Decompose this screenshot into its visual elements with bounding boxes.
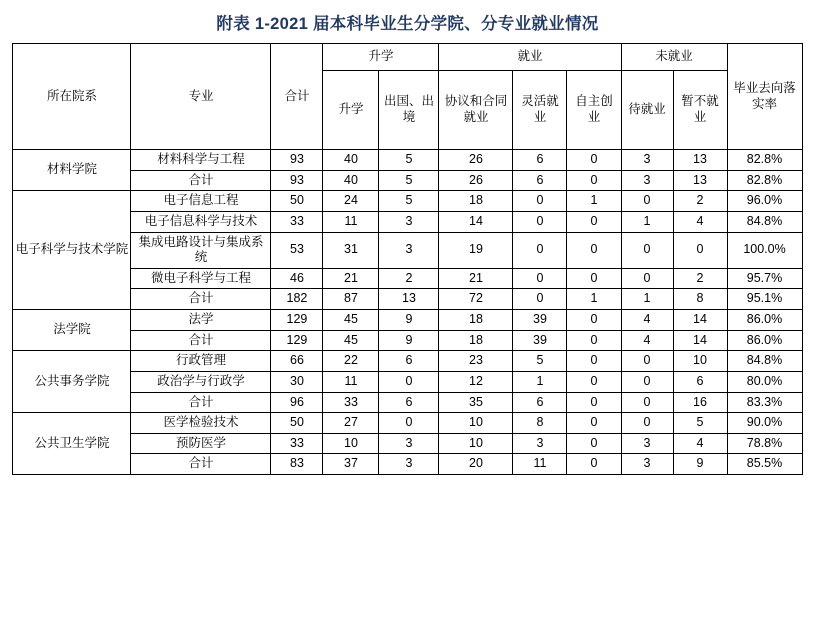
group-header-unemployed: 未就业 [621,44,727,71]
cell-flexible: 0 [513,191,567,212]
header-self-employed: 自主创业 [567,71,621,150]
cell-advance-study: 40 [323,150,379,171]
cell-not-yet: 14 [673,330,727,351]
cell-self-employed: 0 [567,268,621,289]
cell-dept: 材料学院 [13,150,131,191]
cell-major: 行政管理 [131,351,271,372]
cell-not-yet: 10 [673,351,727,372]
table-row [13,191,802,212]
cell-major: 预防医学 [131,433,271,454]
table-row [13,211,802,232]
cell-pending: 0 [621,413,673,434]
cell-rate: 84.8% [727,351,802,372]
cell-advance-study: 45 [323,330,379,351]
table-row [13,232,802,268]
cell-flexible: 0 [513,211,567,232]
cell-advance-study: 24 [323,191,379,212]
cell-abroad: 0 [379,413,439,434]
cell-self-employed: 0 [567,150,621,171]
cell-contract: 14 [439,211,513,232]
cell-flexible: 39 [513,330,567,351]
cell-self-employed: 0 [567,454,621,475]
cell-advance-study: 22 [323,351,379,372]
cell-total: 30 [271,371,323,392]
cell-major: 合计 [131,330,271,351]
cell-advance-study: 31 [323,232,379,268]
cell-dept: 公共事务学院 [13,351,131,413]
header-abroad: 出国、出境 [379,71,439,150]
cell-self-employed: 0 [567,433,621,454]
cell-major: 合计 [131,289,271,310]
cell-advance-study: 11 [323,371,379,392]
cell-flexible: 0 [513,289,567,310]
cell-flexible: 6 [513,170,567,191]
cell-rate: 82.8% [727,170,802,191]
cell-major: 政治学与行政学 [131,371,271,392]
cell-rate: 85.5% [727,454,802,475]
table-row [13,454,802,475]
table-row [13,310,802,331]
cell-rate: 96.0% [727,191,802,212]
cell-pending: 0 [621,351,673,372]
header-pending: 待就业 [621,71,673,150]
table-row [13,330,802,351]
cell-total: 33 [271,433,323,454]
cell-flexible: 0 [513,268,567,289]
cell-total: 83 [271,454,323,475]
cell-contract: 19 [439,232,513,268]
cell-self-employed: 0 [567,371,621,392]
cell-abroad: 5 [379,191,439,212]
cell-major: 电子信息工程 [131,191,271,212]
cell-abroad: 5 [379,170,439,191]
cell-not-yet: 0 [673,232,727,268]
cell-flexible: 5 [513,351,567,372]
cell-total: 53 [271,232,323,268]
cell-contract: 20 [439,454,513,475]
cell-rate: 95.7% [727,268,802,289]
cell-rate: 80.0% [727,371,802,392]
cell-pending: 3 [621,454,673,475]
cell-contract: 21 [439,268,513,289]
cell-contract: 18 [439,191,513,212]
cell-not-yet: 9 [673,454,727,475]
cell-contract: 10 [439,413,513,434]
cell-pending: 4 [621,310,673,331]
cell-major: 合计 [131,392,271,413]
cell-total: 46 [271,268,323,289]
cell-abroad: 6 [379,351,439,372]
header-not-yet: 暂不就业 [673,71,727,150]
cell-pending: 0 [621,371,673,392]
cell-flexible: 39 [513,310,567,331]
cell-not-yet: 4 [673,433,727,454]
header-dept: 所在院系 [13,44,131,150]
cell-not-yet: 2 [673,191,727,212]
header-major: 专业 [131,44,271,150]
table-row [13,433,802,454]
table-head [13,44,802,150]
cell-self-employed: 0 [567,310,621,331]
cell-pending: 0 [621,392,673,413]
cell-advance-study: 87 [323,289,379,310]
cell-total: 129 [271,310,323,331]
page-title: 附表 1-2021 届本科毕业生分学院、分专业就业情况 [216,15,599,33]
cell-abroad: 0 [379,371,439,392]
cell-contract: 23 [439,351,513,372]
cell-rate: 78.8% [727,433,802,454]
cell-self-employed: 1 [567,289,621,310]
cell-pending: 1 [621,211,673,232]
cell-pending: 3 [621,150,673,171]
cell-self-employed: 0 [567,351,621,372]
header-contract: 协议和合同就业 [439,71,513,150]
cell-major: 材料科学与工程 [131,150,271,171]
cell-advance-study: 27 [323,413,379,434]
cell-rate: 86.0% [727,310,802,331]
cell-major: 医学检验技术 [131,413,271,434]
cell-pending: 0 [621,232,673,268]
cell-flexible: 11 [513,454,567,475]
cell-pending: 0 [621,268,673,289]
group-header-employ: 就业 [439,44,621,71]
cell-advance-study: 21 [323,268,379,289]
table-row [13,351,802,372]
cell-flexible: 0 [513,232,567,268]
table-row [13,413,802,434]
cell-total: 93 [271,170,323,191]
cell-advance-study: 45 [323,310,379,331]
cell-not-yet: 6 [673,371,727,392]
header-rate: 毕业去向落实率 [727,44,802,150]
cell-pending: 0 [621,191,673,212]
header-advance-study: 升学 [323,71,379,150]
cell-not-yet: 8 [673,289,727,310]
cell-abroad: 3 [379,433,439,454]
cell-rate: 82.8% [727,150,802,171]
cell-abroad: 3 [379,232,439,268]
table-row [13,268,802,289]
cell-pending: 3 [621,433,673,454]
cell-dept: 公共卫生学院 [13,413,131,475]
cell-rate: 100.0% [727,232,802,268]
cell-not-yet: 14 [673,310,727,331]
cell-flexible: 8 [513,413,567,434]
cell-major: 法学 [131,310,271,331]
cell-self-employed: 0 [567,330,621,351]
cell-rate: 86.0% [727,330,802,351]
cell-advance-study: 37 [323,454,379,475]
cell-abroad: 6 [379,392,439,413]
cell-major: 电子信息科学与技术 [131,211,271,232]
cell-rate: 90.0% [727,413,802,434]
cell-abroad: 9 [379,310,439,331]
cell-contract: 35 [439,392,513,413]
table-row [13,150,802,171]
table-body [13,150,802,475]
cell-abroad: 9 [379,330,439,351]
cell-not-yet: 2 [673,268,727,289]
table-group-header-row [13,44,802,71]
cell-major: 合计 [131,170,271,191]
cell-self-employed: 0 [567,211,621,232]
cell-total: 93 [271,150,323,171]
cell-major: 微电子科学与工程 [131,268,271,289]
cell-total: 50 [271,413,323,434]
table-row [13,289,802,310]
cell-contract: 10 [439,433,513,454]
cell-advance-study: 11 [323,211,379,232]
cell-self-employed: 0 [567,413,621,434]
table-row [13,371,802,392]
cell-major: 合计 [131,454,271,475]
cell-dept: 法学院 [13,310,131,351]
cell-pending: 1 [621,289,673,310]
cell-total: 182 [271,289,323,310]
cell-pending: 4 [621,330,673,351]
cell-abroad: 3 [379,211,439,232]
cell-flexible: 6 [513,392,567,413]
cell-rate: 83.3% [727,392,802,413]
group-header-advance: 升学 [323,44,439,71]
cell-self-employed: 0 [567,170,621,191]
cell-self-employed: 1 [567,191,621,212]
cell-total: 50 [271,191,323,212]
cell-advance-study: 40 [323,170,379,191]
cell-not-yet: 16 [673,392,727,413]
cell-pending: 3 [621,170,673,191]
cell-not-yet: 5 [673,413,727,434]
cell-advance-study: 33 [323,392,379,413]
cell-not-yet: 13 [673,150,727,171]
cell-self-employed: 0 [567,232,621,268]
cell-not-yet: 4 [673,211,727,232]
cell-abroad: 3 [379,454,439,475]
header-total: 合计 [271,44,323,150]
employment-table [12,43,802,475]
cell-contract: 12 [439,371,513,392]
cell-not-yet: 13 [673,170,727,191]
cell-major: 集成电路设计与集成系统 [131,232,271,268]
cell-flexible: 3 [513,433,567,454]
cell-self-employed: 0 [567,392,621,413]
cell-contract: 18 [439,310,513,331]
cell-contract: 26 [439,150,513,171]
cell-abroad: 5 [379,150,439,171]
table-row [13,170,802,191]
header-flexible: 灵活就业 [513,71,567,150]
cell-total: 33 [271,211,323,232]
cell-total: 96 [271,392,323,413]
cell-dept: 电子科学与技术学院 [13,191,131,310]
cell-rate: 84.8% [727,211,802,232]
cell-contract: 26 [439,170,513,191]
cell-abroad: 13 [379,289,439,310]
table-row [13,392,802,413]
cell-abroad: 2 [379,268,439,289]
cell-total: 129 [271,330,323,351]
cell-flexible: 1 [513,371,567,392]
cell-flexible: 6 [513,150,567,171]
cell-rate: 95.1% [727,289,802,310]
cell-advance-study: 10 [323,433,379,454]
cell-total: 66 [271,351,323,372]
cell-contract: 18 [439,330,513,351]
cell-contract: 72 [439,289,513,310]
